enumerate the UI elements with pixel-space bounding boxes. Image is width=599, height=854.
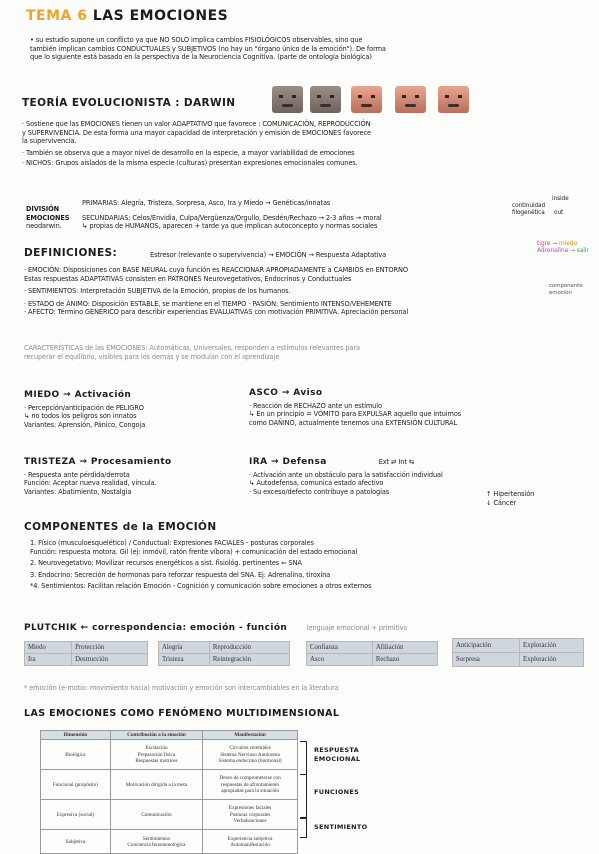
corner-salir: → salir <box>569 247 589 254</box>
bracket <box>300 741 307 775</box>
dimension-cell: Biológica <box>41 740 111 770</box>
darwin-line: · También se observa que a mayor nivel de desarrollo en la especie, a mayor variabilidad de emociones <box>22 148 355 157</box>
ira-block <box>249 458 443 496</box>
ira-line: · Activación ante un obstáculo para la satisfacción individual <box>249 470 443 479</box>
dimension-cell: Funcional (propósito) <box>41 770 111 800</box>
table-row <box>41 740 298 770</box>
intro-line: también implican cambios CONDUCTUALES y SUBJETIVOS (no hay un "órgano único de la emoción"). De forma <box>30 44 386 53</box>
page-title <box>26 8 228 24</box>
darwin-heading: TEORÍA EVOLUCIONISTA : DARWIN <box>22 97 236 109</box>
table-cell: Reproducción <box>209 642 289 654</box>
intro-block <box>30 36 386 62</box>
corner-miedo: miedo <box>558 240 578 247</box>
secondary-emotions: SECUNDARIAS: Celos/Envidia, Culpa/Vergüenza/Orgullo, Desdén/Rechazo → 2-3 años → moral <box>82 213 382 222</box>
manifestation-cell: Experiencia subjetiva Automanifestación <box>203 830 298 854</box>
out-note: out <box>554 210 564 216</box>
component-note <box>549 283 583 296</box>
table-row <box>41 800 298 830</box>
table-cell: Afiliación <box>372 642 437 654</box>
ira-line: · Su exceso/defecto contribuye a patologías <box>249 487 390 496</box>
table-row <box>159 654 290 666</box>
table-cell: Asco <box>307 654 373 666</box>
table-cell: Exploración <box>520 653 584 667</box>
table-row <box>307 642 438 654</box>
asco-line: como DAÑINO, actualmente tenemos una EXTENSIÓN CULTURAL <box>249 418 458 427</box>
characteristics <box>24 344 360 361</box>
component-line: *4. Sentimientos: Facilitan relación Emoción - Cognición y comunicación sobre emociones a otros externos <box>30 582 372 591</box>
title-number: TEMA 6 <box>26 8 88 24</box>
bracket <box>300 774 307 818</box>
manifestation-cell: Expresiones faciales Posturas corporales Verbalizaciones <box>203 800 298 830</box>
miedo-line: ↳ no todos los peligros son innatos <box>24 412 137 421</box>
components-lines <box>30 539 371 591</box>
face-photo <box>351 86 382 113</box>
ira-heading: IRA → Defensa <box>249 457 327 467</box>
component-line: 3. Endocrino: Secreción de hormonas para reforzar respuesta del SNA. Ej: Adrenalina, tiroxina <box>30 570 331 579</box>
face-photo <box>438 86 469 113</box>
darwin-line: · NICHOS: Grupos aislados de la misma especie (culturas) presentan expresiones emocionales comunes. <box>22 159 358 168</box>
table-cell: Destrucción <box>72 654 148 666</box>
ira-line: ↳ Autodefensa, comunica estado afectivo <box>249 479 384 488</box>
division-content <box>82 199 382 231</box>
intro-line: que lo siguiente está basado en la perspectiva de la Neurociencia Cognitiva. (parte de ontología biológica) <box>30 53 372 62</box>
tristeza-heading: TRISTEZA → Procesamiento <box>24 457 172 467</box>
def-respuestas: Estas respuestas ADAPTATIVAS consisten en PATRONES Neurovegetativos, Endocrinos y Conductuales <box>24 274 352 283</box>
division-label <box>26 205 69 231</box>
asco-heading: ASCO → Aviso <box>249 388 323 398</box>
continuity-note: continuidad filogenética <box>512 203 546 216</box>
inside-note: inside <box>552 196 569 202</box>
division-label-1: DIVISIÓN <box>26 205 60 213</box>
def-emocion: · EMOCIÓN: Disposiciones con BASE NEURAL cuya función es REACCIONAR APROPIADAMENTE a CAMBIOS en ENTORNO <box>24 266 408 274</box>
table-cell: Ira <box>25 654 72 666</box>
manifestation-cell: Circuitos cerebrales Sistema Nervioso Autónomo Sistema endocrino (hormonal) <box>203 740 298 770</box>
def-estado-animo: · ESTADO de ÁNIMO: Disposición ESTABLE, se mantiene en el TIEMPO · PASIÓN: Sentimiento INTENSO/VEHEMENTE <box>24 299 392 308</box>
tristeza-block <box>24 458 172 496</box>
side-label-sentimiento: SENTIMIENTO <box>314 823 368 831</box>
contribution-cell: Sentimientos Conciencia fenomenológica <box>110 830 202 854</box>
division-label-2: EMOCIONES <box>26 213 70 222</box>
contribution-cell: Excitación Preparación física Respuestas motrices <box>110 740 202 770</box>
tristeza-line: Función: Aceptar nueva realidad, vincula. <box>24 479 157 488</box>
table-cell: Protección <box>72 642 148 654</box>
intro-line: • su estudio supone un conflicto ya que NO SOLO implica cambios FISIOLÓGICOS observables, sino que <box>30 36 363 44</box>
title-name: LAS EMOCIONES <box>92 8 229 24</box>
ira-note: ↑ Hipertensión <box>486 490 535 498</box>
table-cell: Confianza <box>307 642 373 654</box>
miedo-line: Variantes: Aprensión, Pánico, Congoja <box>24 420 146 429</box>
table-row <box>25 642 148 654</box>
plutchik-table-1 <box>24 641 148 666</box>
plutchik-note: lenguaje emocional + primitivo <box>306 624 408 632</box>
definitions-flow: Estresor (relevante o supervivencia) → EMOCIÓN → Respuesta Adaptativa <box>150 251 387 259</box>
asco-block <box>249 389 461 427</box>
table-row <box>41 770 298 800</box>
column-header: Contribución a la emoción <box>110 731 202 740</box>
component-note-1: componente <box>549 283 583 289</box>
table-cell: Reintegración <box>209 654 289 666</box>
face-photo <box>310 86 341 113</box>
table-cell: Miedo <box>25 642 72 654</box>
table-row <box>307 654 438 666</box>
characteristics-line: CARACTERÍSTICAS de las EMOCIONES: Automáticas, Universales, responden a estímulos relevantes para <box>24 344 360 352</box>
table-cell: Alegría <box>159 642 210 654</box>
characteristics-line: recuperar el equilibrio, visibles para los demás y se modulan con el aprendizaje <box>24 352 280 361</box>
table-row <box>159 642 290 654</box>
plutchik-table-3 <box>306 641 438 666</box>
miedo-block <box>24 391 145 429</box>
darwin-line: · Sostiene que las EMOCIONES tienen un valor ADAPTATIVO que favorece : COMUNICACIÓN, REPRODUCCIÓN <box>22 120 371 128</box>
column-header: Manifestación <box>203 731 298 740</box>
table-row <box>453 653 584 667</box>
primary-emotions: PRIMARIAS: Alegría, Tristeza, Sorpresa, Asco, Ira y Miedo → Genéticas/innatas <box>82 199 331 207</box>
components-heading: COMPONENTES de la EMOCIÓN <box>24 521 217 533</box>
division-label-3: neodarwin. <box>26 222 62 231</box>
multidimensional-heading: LAS EMOCIONES COMO FENÓMENO MULTIDIMENSIONAL <box>24 708 340 719</box>
component-line: Función: respuesta motora. Gil (ej: inmóvil, ratón frente víbora) + comunicación del estado emocional <box>30 547 358 556</box>
component-line: 2. Neurovegetativo: Movilizar recursos energéticos a sist. fisiológ. pertinentes ⇐ SNA <box>30 559 302 568</box>
emocion-note: * emoción (e-motio: movimiento hacia) motivación y emoción son intercambiables en la literatura <box>24 684 339 692</box>
plutchik-table-4 <box>452 638 584 667</box>
dimension-cell: Expresiva (social) <box>41 800 111 830</box>
asco-line: ↳ En un principio = VÓMITO para EXPULSAR aquello que intuimos <box>249 410 462 419</box>
table-cell: Sorpresa <box>453 653 520 667</box>
corner-adrenalina: Adrenalina <box>537 247 569 254</box>
plutchik-title: PLUTCHIK ← correspondencia: emoción - función <box>24 623 288 633</box>
face-photo <box>272 86 303 113</box>
table-row <box>25 654 148 666</box>
column-header: Dimensión <box>41 731 111 740</box>
division-side-notes <box>512 196 572 217</box>
tristeza-line: Variantes: Abatimiento, Nostalgia <box>24 487 132 496</box>
contribution-cell: Motivación dirigida a la meta <box>110 770 202 800</box>
plutchik-table-2 <box>158 641 290 666</box>
manifestation-cell: Deseo de comprometerse con respuestas de afrontamiento apropiadas para la situación <box>203 770 298 800</box>
ira-note: ↓ Cáncer <box>486 498 517 507</box>
table-cell: Anticipación <box>453 639 520 653</box>
component-note-2: emoción <box>549 289 572 296</box>
table-row <box>41 830 298 854</box>
ira-side-notes <box>486 490 534 507</box>
side-label-respuesta: RESPUESTA EMOCIONAL <box>314 746 361 763</box>
dimension-cell: Subjetiva <box>41 830 111 854</box>
multidimensional-table <box>40 730 298 854</box>
darwin-notes <box>22 120 371 168</box>
tristeza-line: · Respuesta ante pérdida/derrota <box>24 470 130 479</box>
miedo-heading: MIEDO → Activación <box>24 390 132 400</box>
corner-tigre: tigre → <box>537 240 558 247</box>
miedo-line: · Percepción/anticipación de PELIGRO <box>24 403 144 412</box>
side-label-funciones: FUNCIONES <box>314 788 360 796</box>
darwin-line: y SUPERVIVENCIA. De esta forma una mayor capacidad de interpretación y emisión de EMOCIONES favorece <box>22 128 371 137</box>
def-afecto: · AFECTO: Término GENÉRICO para describir experiencias EVALUATIVAS con motivación PRIMITIVA. Apreciación personal <box>24 308 409 317</box>
contribution-cell: Comunicación <box>110 800 202 830</box>
plutchik-heading <box>24 623 407 633</box>
def-sentimientos: · SENTIMIENTOS: Interpretación SUBJETIVA de la Emoción, propios de los humanos. <box>24 287 291 296</box>
tiger-note <box>537 240 589 254</box>
component-line: 1. Físico (musculoesquelético) / Conductual: Expresiones FACIALES - posturas corporales <box>30 539 314 547</box>
table-header-row <box>41 731 298 740</box>
asco-line: · Reacción de RECHAZO ante un estímulo <box>249 401 382 410</box>
darwin-line: la supervivencia. <box>22 137 77 146</box>
definitions-lines <box>24 266 408 317</box>
face-photo <box>395 86 426 113</box>
table-cell: Exploración <box>520 639 584 653</box>
ira-ext-int: Ext ⇄ Int ⇆ <box>378 458 415 466</box>
table-cell: Tristeza <box>159 654 210 666</box>
table-cell: Rechazo <box>372 654 437 666</box>
table-row <box>453 639 584 653</box>
bracket <box>300 818 307 838</box>
human-emotions: ↳ propias de HUMANOS, aparecen + tarde ya que implican autoconcepto y normas sociales <box>82 222 378 231</box>
definitions-heading: DEFINICIONES: <box>24 247 118 259</box>
